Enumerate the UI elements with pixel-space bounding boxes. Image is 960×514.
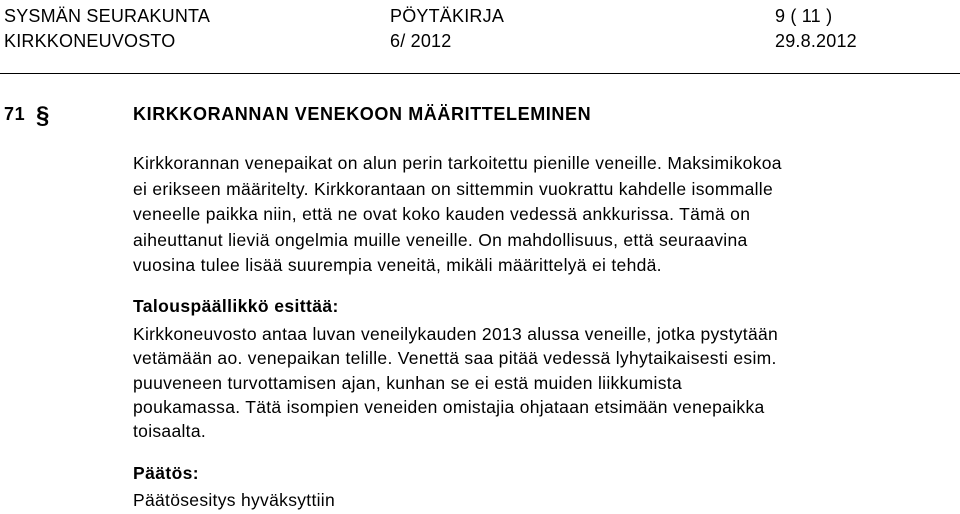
section-symbol: § (36, 102, 50, 129)
intro-line: aiheuttanut lieviä ongelmia muille veneille. On mahdollisuus, että seuraavina (133, 229, 748, 250)
intro-paragraph (133, 151, 933, 279)
proposal-line: vetämään ao. venepaikan telille. Venettä saa pitää vedessä lyhytaikaisesti esim. (133, 348, 777, 369)
proposal-paragraph (133, 322, 933, 443)
document-type: PÖYTÄKIRJA (390, 6, 505, 26)
document-date: 29.8.2012 (775, 31, 857, 51)
proposal-line: Kirkkoneuvosto antaa luvan veneilykauden 2013 alussa veneille, jotka pystytään (133, 324, 779, 344)
decision-text: Päätösesitys hyväksyttiin (133, 490, 336, 510)
intro-line: vuosina tulee lisää suurempia veneitä, mikäli määrittelyä ei tehdä. (133, 255, 662, 275)
proposal-line: puuveneen turvottamisen ajan, kunhan se ei estä muiden liikkumista (133, 372, 682, 393)
page-number: 9 ( 11 ) (775, 6, 833, 26)
document-number: 6/ 2012 (390, 31, 452, 51)
proposal-label: Talouspäällikkö esittää: (133, 296, 339, 316)
intro-line: veneelle paikka niin, että ne ovat koko kauden vedessä ankkurissa. Tämä on (133, 204, 751, 224)
header-divider (0, 73, 960, 74)
section-title: KIRKKORANNAN VENEKOON MÄÄRITTELEMINEN (133, 104, 592, 124)
body-name: KIRKKONEUVOSTO (4, 31, 176, 51)
proposal-line: toisaalta. (133, 421, 207, 442)
intro-line: Kirkkorannan venepaikat on alun perin tarkoitettu pienille veneille. Maksimikokoa (133, 153, 782, 173)
decision-label: Päätös: (133, 463, 200, 483)
organization-name: SYSMÄN SEURAKUNTA (4, 6, 211, 26)
section-number: 71 (4, 104, 26, 124)
proposal-line: poukamassa. Tätä isompien veneiden omistajia ohjataan etsimään venepaikka (133, 396, 765, 417)
intro-line: ei erikseen määritelty. Kirkkorantaan on sittemmin vuokrattu kahdelle isommalle (133, 178, 774, 199)
